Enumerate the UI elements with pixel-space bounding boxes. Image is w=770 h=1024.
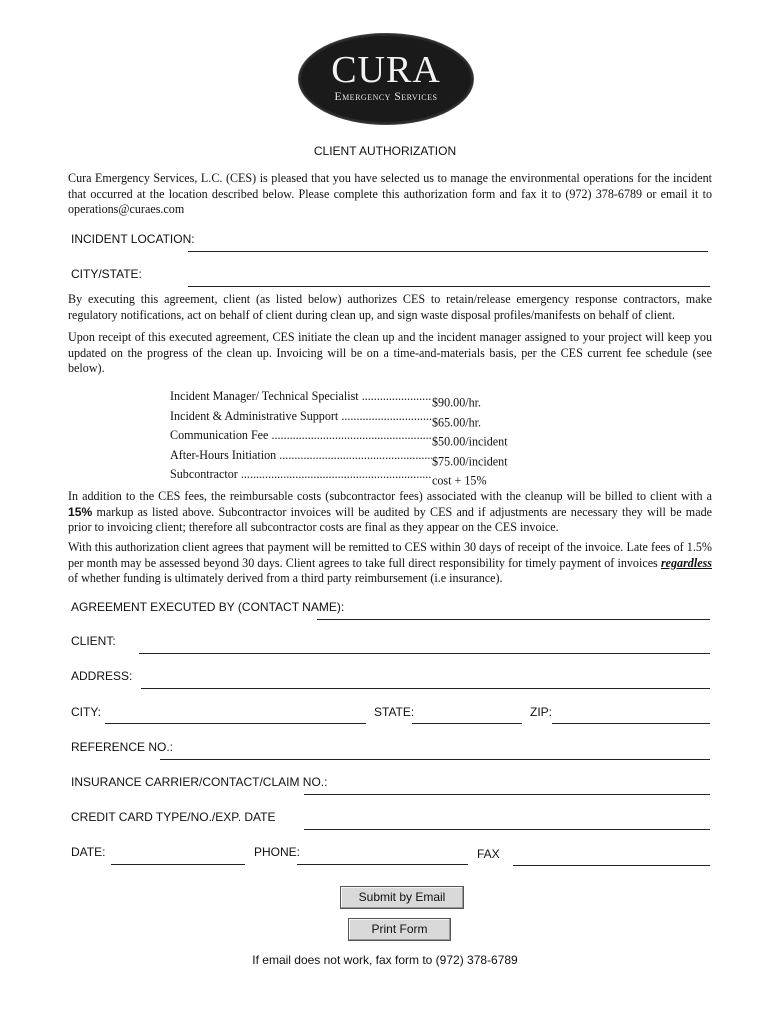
insurance-label: INSURANCE CARRIER/CONTACT/CLAIM NO.: [71, 775, 328, 789]
client-label: CLIENT: [71, 634, 116, 648]
phone-field[interactable] [297, 864, 468, 865]
insurance-field[interactable] [304, 794, 710, 795]
cura-logo [298, 33, 474, 125]
date-field[interactable] [111, 864, 245, 865]
contact-name-field[interactable] [317, 619, 710, 620]
zip-field[interactable] [552, 723, 710, 724]
incident-location-label: INCIDENT LOCATION: [71, 232, 195, 246]
fax-field[interactable] [513, 865, 710, 866]
logo-name: CURA [331, 49, 441, 91]
phone-label: PHONE: [254, 845, 301, 859]
fee-row: After-Hours Initiation ..... $75.00/incident [170, 446, 508, 466]
executing-paragraph: By executing this agreement, client (as listed below) authorizes CES to retain/release emergency response contractors, make regulatory notifications, act on behalf of client during clean up, and sign waste disposal profiles/manifests on behalf of client. [68, 292, 712, 322]
fee-row: Communication Fee ..... $50.00/incident [170, 426, 508, 446]
fee-row: Incident & Administrative Support ..... $65.00/hr. [170, 407, 508, 427]
state-field[interactable] [412, 723, 522, 724]
receipt-paragraph: Upon receipt of this executed agreement, CES initiate the clean up and the incident manager assigned to your project will keep you updated on the progress of the clean up. Invoicing will be on a time-and-materials basis, per the CES current fee schedule (see below). [68, 330, 712, 376]
print-form-button[interactable]: Print Form [348, 918, 451, 941]
date-label: DATE: [71, 845, 106, 859]
incident-location-field[interactable] [188, 251, 708, 252]
markup-percent: 15% [68, 504, 93, 519]
reference-label: REFERENCE NO.: [71, 740, 174, 754]
credit-card-label: CREDIT CARD TYPE/NO./EXP. DATE [71, 810, 276, 824]
fax-fallback-note: If email does not work, fax form to (972) 378-6789 [252, 953, 518, 967]
logo-subtitle: Emergency Services [334, 91, 438, 103]
fee-schedule [170, 387, 508, 488]
city-label: CITY: [71, 705, 102, 719]
fee-row: Incident Manager/ Technical Specialist ..... $90.00/hr. [170, 387, 508, 407]
agreement-executed-by-label: AGREEMENT EXECUTED BY (CONTACT NAME): [71, 600, 345, 614]
credit-card-field[interactable] [304, 829, 710, 830]
reference-field[interactable] [160, 759, 710, 760]
city-field[interactable] [105, 723, 366, 724]
state-label: STATE: [374, 705, 415, 719]
intro-paragraph: Cura Emergency Services, L.C. (CES) is pleased that you have selected us to manage the environmental operations for the incident that occurred at the location described below. Please complete this authorization form and fax it to (972) 378-6789 or email it to operations@curaes.com [68, 171, 712, 217]
address-label: ADDRESS: [71, 669, 133, 683]
page-title: CLIENT AUTHORIZATION [313, 144, 457, 158]
address-field[interactable] [141, 688, 710, 689]
city-state-label: CITY/STATE: [71, 267, 142, 281]
payment-paragraph: With this authorization client agrees that payment will be remitted to CES within 30 days of receipt of the invoice. Late fees of 1.5% per month may be assessed beyond 30 days. Client agrees to take full direct responsibility for timely payment of invoices regardless of whether funding is ultimately derived from a third party reimbursement (i.e insurance). [68, 540, 712, 586]
submit-by-email-button[interactable]: Submit by Email [340, 886, 464, 909]
city-state-field[interactable] [188, 286, 710, 287]
costs-paragraph: In addition to the CES fees, the reimbursable costs (subcontractor fees) associated with the cleanup will be billed to client with a 15% markup as listed above. Subcontractor invoices will be audited by CES and if adjustments are necessary they will be made prior to invoicing client; therefore all subcontractor costs are final as they appear on the CES invoice. [68, 489, 712, 535]
regardless-emphasis: regardless [660, 555, 712, 570]
client-field[interactable] [139, 653, 710, 654]
fax-label: FAX [477, 847, 500, 861]
zip-label: ZIP: [530, 705, 553, 719]
fee-row: Subcontractor ..... cost + 15% [170, 465, 508, 485]
